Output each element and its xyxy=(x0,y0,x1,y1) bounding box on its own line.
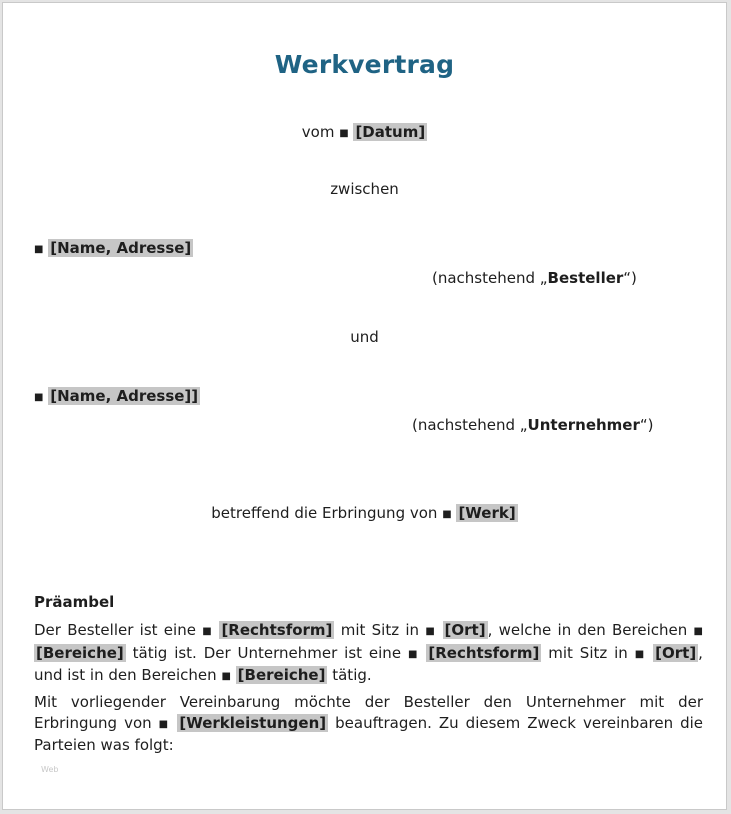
document-title: Werkvertrag xyxy=(274,50,455,79)
preamble-heading: Präambel xyxy=(34,593,115,611)
text: mit Sitz in xyxy=(548,643,628,662)
watermark: Web xyxy=(41,765,59,774)
bullet-icon: ■ xyxy=(158,718,171,730)
document-page xyxy=(2,2,727,810)
and-text: und xyxy=(350,328,379,346)
preamble-paragraph-1 xyxy=(34,620,703,688)
bullet-icon: ■ xyxy=(34,392,44,403)
between-text: zwischen xyxy=(330,180,399,198)
role-suffix: “) xyxy=(639,416,654,434)
date-placeholder[interactable]: [Datum] xyxy=(355,123,426,141)
role-unternehmer: Unternehmer xyxy=(527,416,640,434)
text: tätig. xyxy=(332,666,372,684)
bereiche-placeholder[interactable]: [Bereiche] xyxy=(237,666,326,684)
party1-role xyxy=(432,269,637,287)
party2-role xyxy=(412,416,654,434)
text: beauftragen. Zu diesem Zweck vereinbaren die Parteien was folgt: xyxy=(34,713,704,754)
bereiche-placeholder[interactable]: [Bereiche] xyxy=(36,643,124,662)
bullet-icon: ■ xyxy=(425,626,437,637)
rechtsform-placeholder[interactable]: [Rechtsform] xyxy=(428,643,540,662)
text: mit Sitz in xyxy=(340,621,420,639)
party2-line xyxy=(34,387,200,405)
bullet-icon: ■ xyxy=(34,244,44,255)
text: tätig ist. Der Unternehmer ist eine xyxy=(132,643,402,662)
bullet-icon: ■ xyxy=(407,648,420,660)
bullet-icon: ■ xyxy=(339,128,349,139)
party2-placeholder[interactable]: [Name, Adresse]] xyxy=(50,387,199,405)
bullet-icon: ■ xyxy=(442,509,452,520)
ort-placeholder[interactable]: [Ort] xyxy=(655,643,697,662)
bullet-icon: ■ xyxy=(221,671,231,682)
role-prefix: (nachstehend „ xyxy=(432,269,548,287)
role-prefix: (nachstehend „ xyxy=(412,416,528,434)
role-besteller: Besteller xyxy=(547,269,624,287)
date-prefix: vom xyxy=(301,123,335,141)
date-line xyxy=(3,123,726,141)
subject-line xyxy=(3,504,726,522)
bullet-icon: ■ xyxy=(634,648,647,660)
text: , welche in den Bereichen xyxy=(487,621,688,639)
role-suffix: “) xyxy=(623,269,637,287)
text: Mit vorliegender Vereinbarung möchte der Besteller den Unternehmer mit der Erbringung von xyxy=(34,693,703,732)
party1-placeholder[interactable]: [Name, Adresse] xyxy=(50,239,192,257)
preamble-paragraph-2 xyxy=(34,692,703,756)
ort-placeholder[interactable]: [Ort] xyxy=(444,621,486,639)
rechtsform-placeholder[interactable]: [Rechtsform] xyxy=(221,621,333,639)
werk-placeholder[interactable]: [Werk] xyxy=(458,504,516,522)
subject-prefix: betreffend die Erbringung von xyxy=(211,504,438,522)
text: , und ist in den Bereichen xyxy=(34,643,703,684)
text: Der Besteller ist eine xyxy=(34,621,196,639)
werkleistungen-placeholder[interactable]: [Werkleistungen] xyxy=(179,713,327,732)
bullet-icon: ■ xyxy=(202,626,214,637)
bullet-icon: ■ xyxy=(693,626,703,637)
party1-line xyxy=(34,239,193,257)
